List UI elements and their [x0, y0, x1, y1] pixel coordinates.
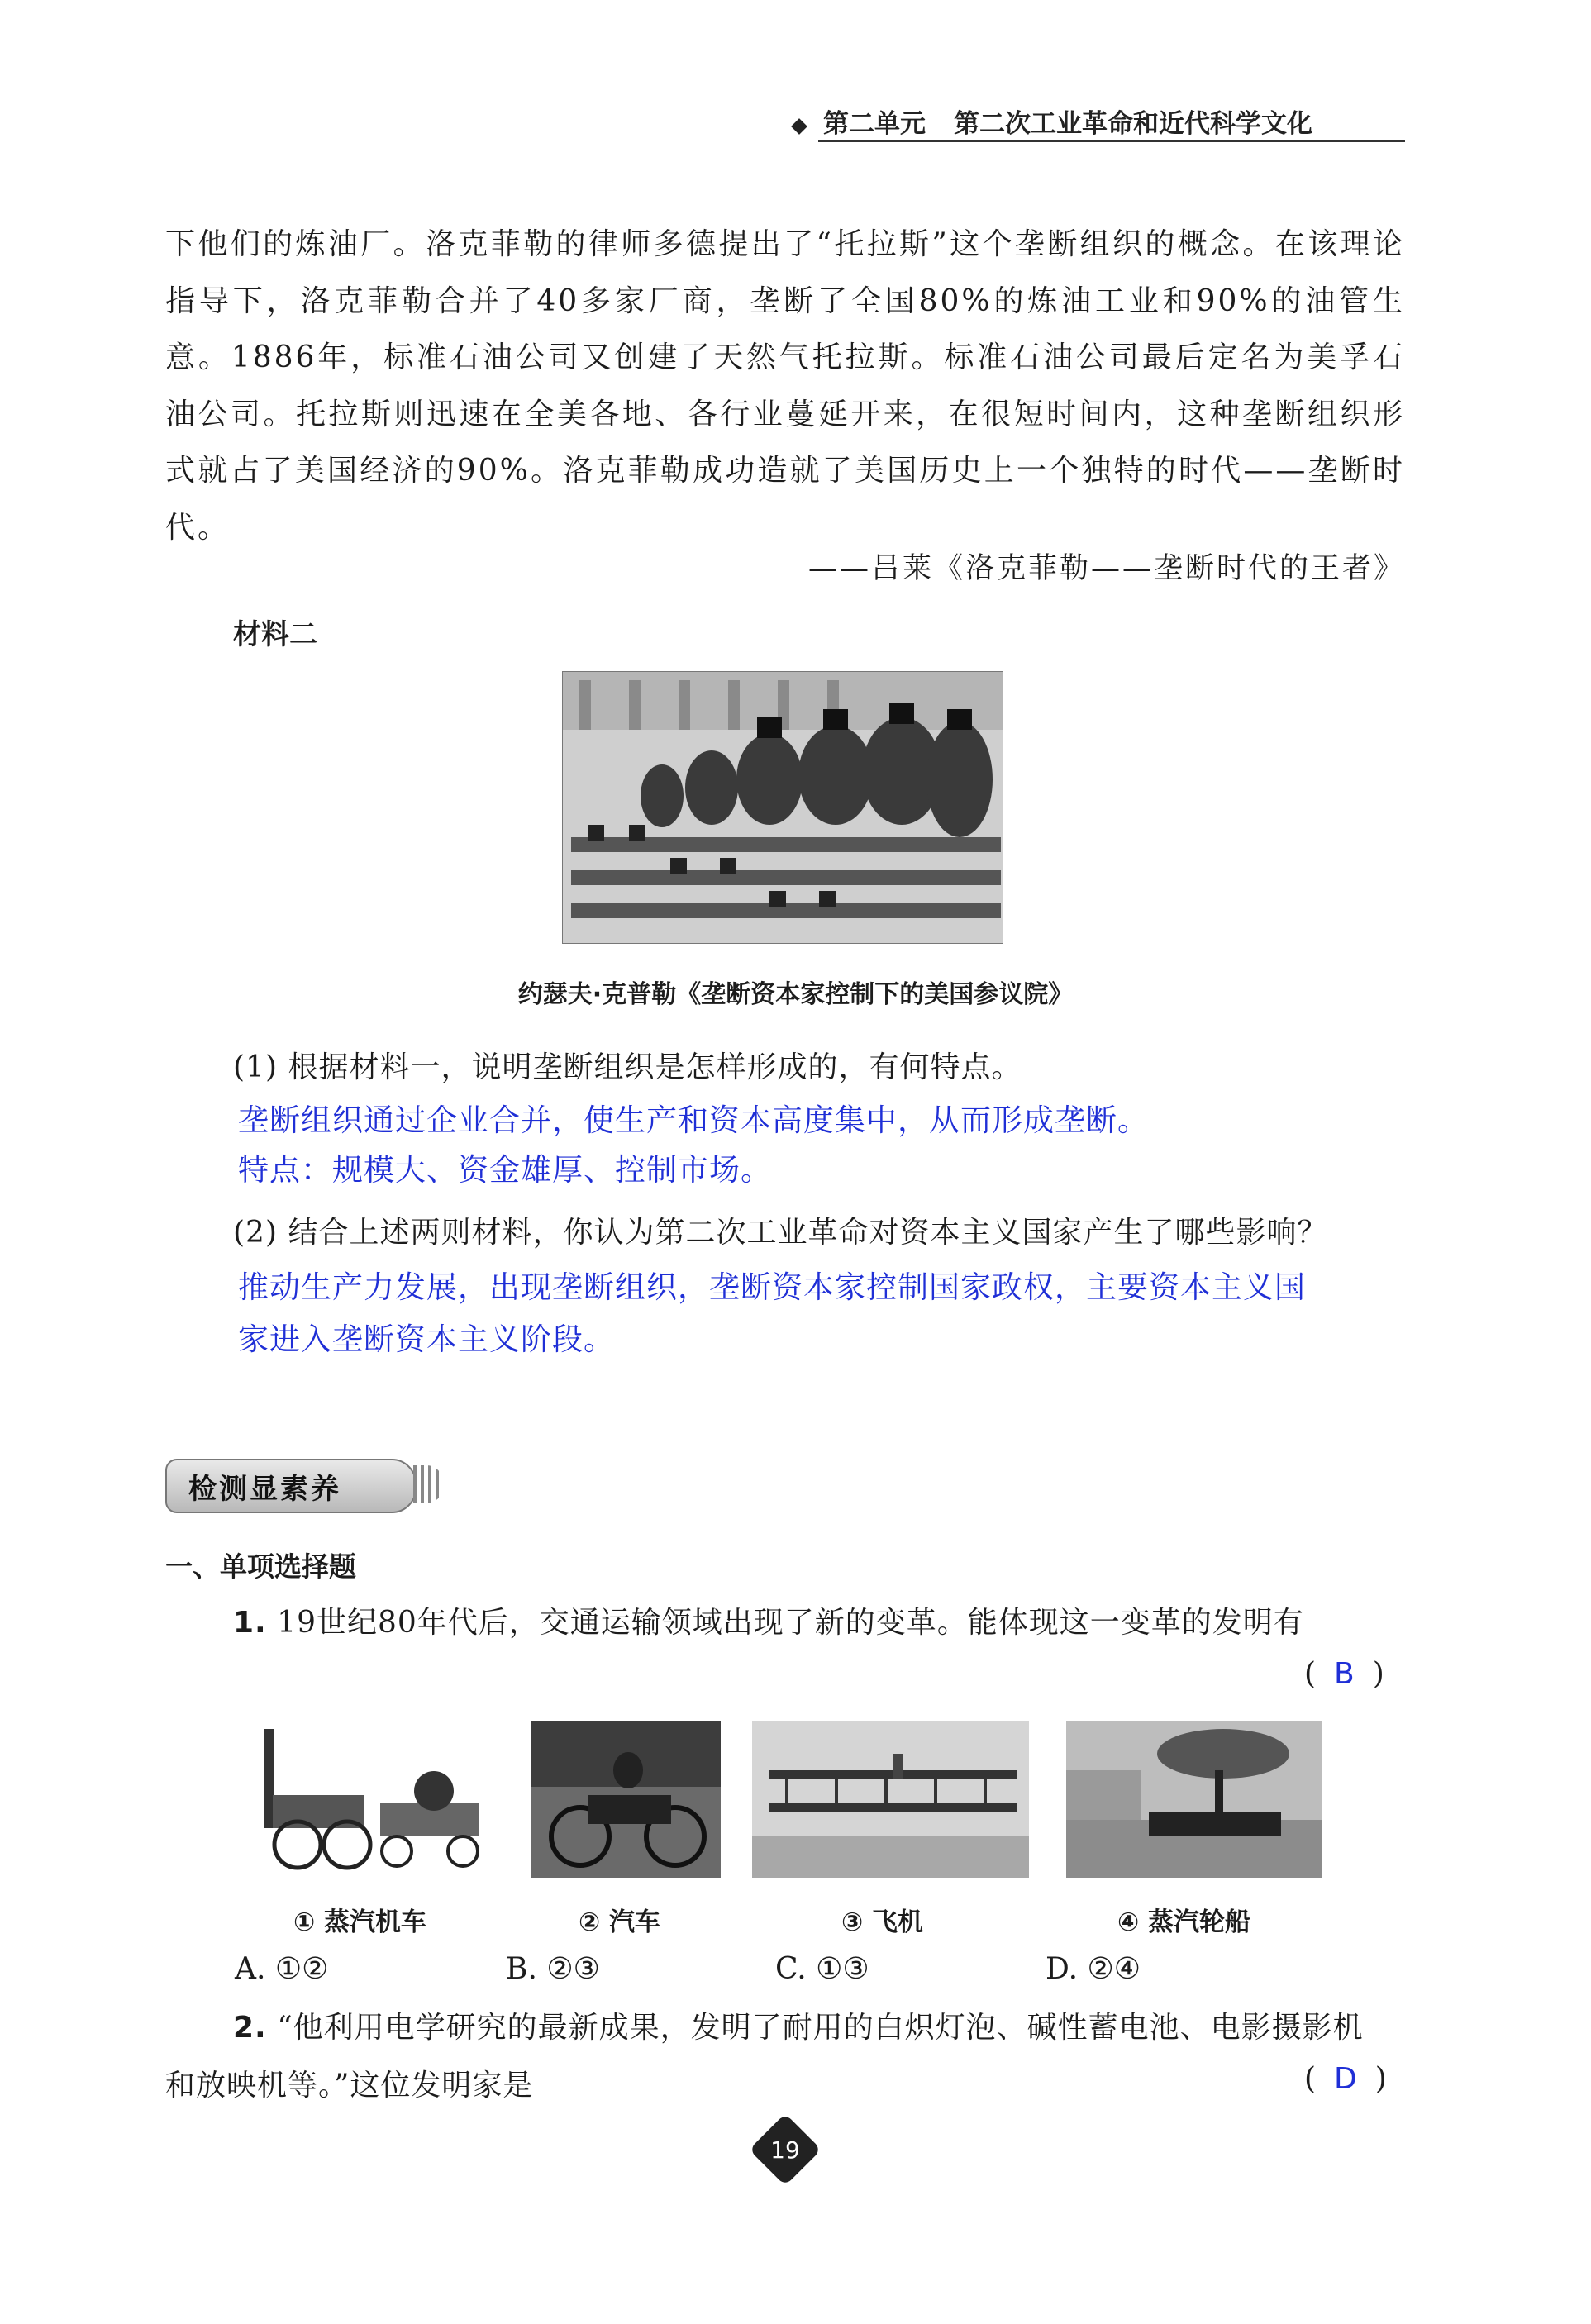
item-2-number: 2.	[233, 2011, 267, 2045]
item-2-answer: D	[1334, 2062, 1357, 2096]
material1-source: ——吕莱《洛克菲勒——垄断时代的王者》	[807, 552, 1405, 585]
option-c: C. ①③	[775, 1952, 869, 1986]
item-2-text-line2: 和放映机等。”这位发明家是	[165, 2069, 534, 2103]
answer-1-line1: 垄断组织通过企业合并，使生产和资本高度集中，从而形成垄断。	[238, 1102, 1149, 1138]
section-title: 一、单项选择题	[165, 1550, 356, 1583]
material2-label: 材料二	[233, 618, 317, 651]
question-2: (2) 结合上述两则材料，你认为第二次工业革命对资本主义国家产生了哪些影响？	[233, 1216, 1328, 1250]
header-unit: 第二单元	[823, 108, 926, 139]
car-image	[531, 1721, 721, 1878]
answer-2-line2: 家进入垄断资本主义阶段。	[238, 1322, 615, 1357]
steam-locomotive-image	[248, 1721, 492, 1878]
item-2-question	[233, 2004, 1364, 2046]
image-label-2: ② 汽车	[579, 1907, 661, 1937]
airplane-image	[752, 1721, 1029, 1878]
paren-close: )	[1372, 1657, 1384, 1691]
option-d: D. ②④	[1046, 1952, 1141, 1986]
cartoon-caption: 约瑟夫·克普勒《垄断资本家控制下的美国参议院》	[517, 980, 1074, 1009]
option-b: B. ②③	[506, 1952, 600, 1986]
item-1-text: 19世纪80年代后，交通运输领域出现了新的变革。能体现这一变革的发明有	[277, 1606, 1304, 1640]
paren-open: (	[1304, 1657, 1317, 1691]
item-2-answer-paren	[1304, 2062, 1387, 2096]
option-a: A. ①②	[235, 1952, 329, 1986]
paren-open: (	[1304, 2062, 1317, 2096]
diamond-bullet-icon	[791, 118, 807, 135]
item-1-answer-paren	[1304, 1657, 1384, 1691]
question-1: (1) 根据材料一，说明垄断组织是怎样形成的，有何特点。	[233, 1050, 1022, 1084]
item-1-number: 1.	[233, 1606, 267, 1640]
item-1-question	[233, 1599, 1304, 1641]
material1-text: 下他们的炼油厂。洛克菲勒的律师多德提出了“托拉斯”这个垄断组织的概念。在该理论指导下，洛克菲勒合并了40多家厂商，垄断了全国80%的炼油工业和90%的油管生意。1886年，标准石油公司又创建了天然气托拉斯。标准石油公司最后定名为美孚石油公司。托拉斯则迅速在全美各地、各行业蔓延开来，在很短时间内，这种垄断组织形式就占了美国经济的90%。洛克菲勒成功造就了美国历史上一个独特的时代——垄断时代。	[165, 227, 1405, 545]
header-rule	[818, 140, 1405, 142]
running-header	[793, 98, 1405, 144]
section-badge	[165, 1459, 417, 1513]
answer-2-line1: 推动生产力发展，出现垄断组织，垄断资本家控制国家政权，主要资本主义国	[238, 1269, 1306, 1305]
image-label-1: ① 蒸汽机车	[293, 1907, 427, 1937]
image-label-3: ③ 飞机	[841, 1907, 924, 1937]
image-label-4: ④ 蒸汽轮船	[1117, 1907, 1251, 1937]
badge-stripes	[413, 1465, 443, 1503]
page-number-badge	[758, 2122, 812, 2177]
item-2-text-line1: “他利用电学研究的最新成果，发明了耐用的白炽灯泡、碱性蓄电池、电影摄影机	[277, 2011, 1364, 2045]
paren-close: )	[1374, 2062, 1387, 2096]
answer-1-line2: 特点：规模大、资金雄厚、控制市场。	[238, 1152, 772, 1188]
page-number: 19	[770, 2136, 800, 2164]
header-title: 第二次工业革命和近代科学文化	[954, 108, 1312, 139]
steamship-image	[1066, 1721, 1322, 1878]
item-1-answer: B	[1334, 1657, 1355, 1691]
senate-cartoon-image	[562, 671, 1003, 944]
section-badge-label: 检测显素养	[188, 1472, 341, 1506]
